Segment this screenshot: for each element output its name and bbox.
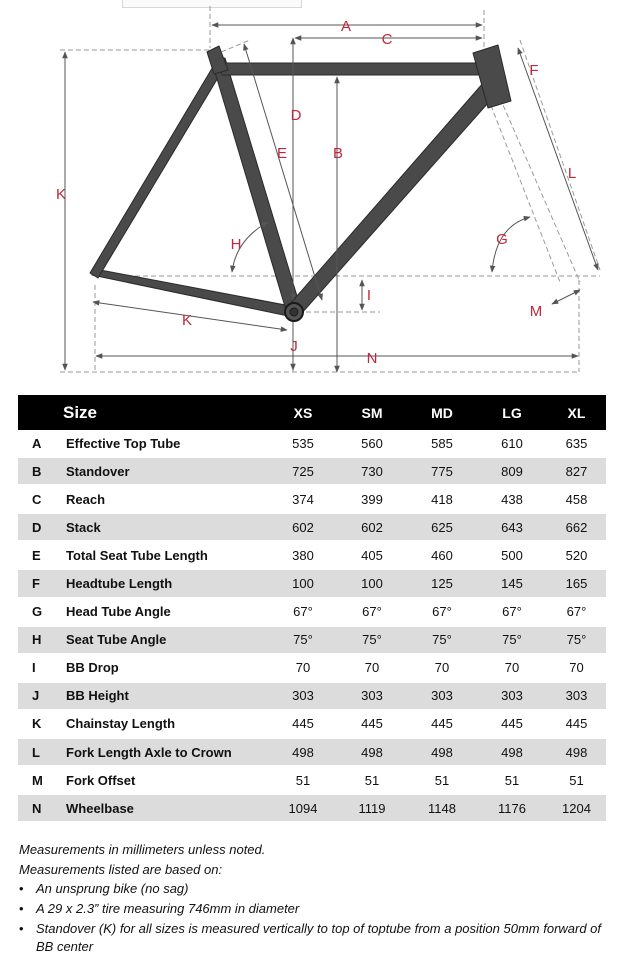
row-value-xl: 662: [547, 513, 606, 541]
row-value-xs: 602: [269, 513, 337, 541]
row-letter: I: [18, 654, 62, 682]
note-units: Measurements in millimeters unless noted.: [19, 842, 266, 857]
table-row: [18, 710, 606, 738]
row-value-md: 125: [407, 569, 477, 597]
row-value-lg: 1176: [477, 794, 547, 822]
row-value-lg: 498: [477, 738, 547, 766]
seat-stay: [90, 60, 225, 278]
row-measurement-name: Headtube Length: [62, 569, 269, 597]
row-value-lg: 445: [477, 710, 547, 738]
row-letter: E: [18, 541, 62, 569]
top-tube: [218, 63, 486, 75]
header-size-xl: XL: [547, 395, 606, 430]
table-row: [18, 485, 606, 513]
row-measurement-name: Seat Tube Angle: [62, 626, 269, 654]
row-measurement-name: Head Tube Angle: [62, 598, 269, 626]
table-row: [18, 682, 606, 710]
row-value-xs: 70: [269, 654, 337, 682]
row-measurement-name: Reach: [62, 485, 269, 513]
label-d: D: [290, 107, 302, 124]
header-size-xs: XS: [269, 395, 337, 430]
row-value-sm: 51: [337, 766, 407, 794]
label-i: I: [366, 287, 372, 304]
row-value-sm: 1119: [337, 794, 407, 822]
row-value-lg: 438: [477, 485, 547, 513]
row-value-xl: 303: [547, 682, 606, 710]
row-value-lg: 610: [477, 430, 547, 457]
row-value-sm: 730: [337, 457, 407, 485]
row-value-md: 75°: [407, 626, 477, 654]
row-value-xl: 445: [547, 710, 606, 738]
label-h: H: [230, 236, 242, 253]
row-measurement-name: Fork Offset: [62, 766, 269, 794]
row-value-xl: 75°: [547, 626, 606, 654]
row-letter: N: [18, 794, 62, 822]
row-value-xl: 520: [547, 541, 606, 569]
row-value-md: 303: [407, 682, 477, 710]
bike-frame: [90, 45, 511, 321]
label-c: C: [381, 31, 393, 48]
label-g: G: [496, 231, 508, 248]
label-e: E: [276, 145, 288, 162]
header-size-md: MD: [407, 395, 477, 430]
row-value-xl: 70: [547, 654, 606, 682]
note-item: • A 29 x 2.3” tire measuring 746mm in diameter: [19, 901, 300, 916]
row-measurement-name: Stack: [62, 513, 269, 541]
note-basis: Measurements listed are based on:: [19, 862, 223, 877]
row-measurement-name: BB Height: [62, 682, 269, 710]
row-value-sm: 70: [337, 654, 407, 682]
row-value-xl: 498: [547, 738, 606, 766]
label-m: M: [529, 303, 543, 320]
row-letter: A: [18, 430, 62, 457]
row-measurement-name: Effective Top Tube: [62, 430, 269, 457]
row-value-sm: 303: [337, 682, 407, 710]
note-item: • An unsprung bike (no sag): [19, 881, 189, 896]
table-row: [18, 626, 606, 654]
row-value-md: 445: [407, 710, 477, 738]
row-value-md: 67°: [407, 598, 477, 626]
row-measurement-name: Fork Length Axle to Crown: [62, 738, 269, 766]
row-letter: H: [18, 626, 62, 654]
row-value-xl: 458: [547, 485, 606, 513]
row-letter: M: [18, 766, 62, 794]
row-value-xl: 67°: [547, 598, 606, 626]
table-row: [18, 738, 606, 766]
row-value-xs: 51: [269, 766, 337, 794]
table-row: [18, 457, 606, 485]
label-l: L: [567, 165, 577, 182]
row-value-md: 51: [407, 766, 477, 794]
label-k-left: K: [55, 186, 67, 203]
row-value-sm: 498: [337, 738, 407, 766]
row-value-lg: 75°: [477, 626, 547, 654]
header-size: Size: [18, 395, 269, 430]
row-value-xl: 1204: [547, 794, 606, 822]
row-value-sm: 560: [337, 430, 407, 457]
dim-l: [518, 48, 598, 270]
row-value-lg: 67°: [477, 598, 547, 626]
row-value-xs: 100: [269, 569, 337, 597]
row-letter: F: [18, 569, 62, 597]
table-row: [18, 541, 606, 569]
frame-geometry-diagram: [0, 0, 619, 392]
row-measurement-name: Standover: [62, 457, 269, 485]
row-value-lg: 303: [477, 682, 547, 710]
row-value-xs: 1094: [269, 794, 337, 822]
row-letter: G: [18, 598, 62, 626]
footnotes: [19, 840, 609, 958]
row-value-md: 70: [407, 654, 477, 682]
row-value-md: 585: [407, 430, 477, 457]
row-value-lg: 51: [477, 766, 547, 794]
label-n: N: [366, 350, 378, 367]
row-value-xs: 303: [269, 682, 337, 710]
row-value-lg: 70: [477, 654, 547, 682]
row-value-xs: 67°: [269, 598, 337, 626]
table-header-row: [18, 395, 606, 430]
table-row: [18, 430, 606, 457]
row-letter: C: [18, 485, 62, 513]
row-value-lg: 643: [477, 513, 547, 541]
table-row: [18, 513, 606, 541]
row-value-sm: 75°: [337, 626, 407, 654]
label-j: J: [290, 338, 298, 355]
row-value-xl: 51: [547, 766, 606, 794]
row-measurement-name: BB Drop: [62, 654, 269, 682]
header-size-lg: LG: [477, 395, 547, 430]
row-value-md: 418: [407, 485, 477, 513]
table-row: [18, 569, 606, 597]
row-measurement-name: Chainstay Length: [62, 710, 269, 738]
row-value-xs: 535: [269, 430, 337, 457]
row-letter: J: [18, 682, 62, 710]
row-value-sm: 67°: [337, 598, 407, 626]
table-row: [18, 598, 606, 626]
table-row: [18, 766, 606, 794]
row-value-xs: 725: [269, 457, 337, 485]
label-a: A: [340, 18, 352, 35]
row-letter: K: [18, 710, 62, 738]
row-value-md: 625: [407, 513, 477, 541]
row-value-xs: 75°: [269, 626, 337, 654]
row-value-xs: 445: [269, 710, 337, 738]
row-letter: L: [18, 738, 62, 766]
geometry-table: [18, 395, 606, 823]
label-f: F: [529, 62, 539, 79]
row-value-sm: 100: [337, 569, 407, 597]
table-row: [18, 794, 606, 822]
label-b: B: [332, 145, 344, 162]
note-list: [19, 880, 609, 956]
table-row: [18, 654, 606, 682]
row-value-lg: 809: [477, 457, 547, 485]
note-item: • Standover (K) for all sizes is measured vertically to top of toptube from a position 50mm forward of BB center: [19, 921, 602, 954]
row-value-sm: 445: [337, 710, 407, 738]
row-value-md: 1148: [407, 794, 477, 822]
label-k: K: [181, 312, 193, 329]
row-value-xl: 165: [547, 569, 606, 597]
header-size-sm: SM: [337, 395, 407, 430]
row-value-md: 498: [407, 738, 477, 766]
row-value-md: 775: [407, 457, 477, 485]
row-letter: D: [18, 513, 62, 541]
row-value-lg: 500: [477, 541, 547, 569]
row-measurement-name: Total Seat Tube Length: [62, 541, 269, 569]
row-letter: B: [18, 457, 62, 485]
row-value-sm: 399: [337, 485, 407, 513]
row-measurement-name: Wheelbase: [62, 794, 269, 822]
row-value-sm: 602: [337, 513, 407, 541]
row-value-xs: 380: [269, 541, 337, 569]
row-value-xs: 498: [269, 738, 337, 766]
row-value-xl: 635: [547, 430, 606, 457]
dim-m: [552, 290, 580, 304]
row-value-sm: 405: [337, 541, 407, 569]
row-value-md: 460: [407, 541, 477, 569]
row-value-lg: 145: [477, 569, 547, 597]
row-value-xs: 374: [269, 485, 337, 513]
row-value-xl: 827: [547, 457, 606, 485]
down-tube: [290, 82, 496, 314]
